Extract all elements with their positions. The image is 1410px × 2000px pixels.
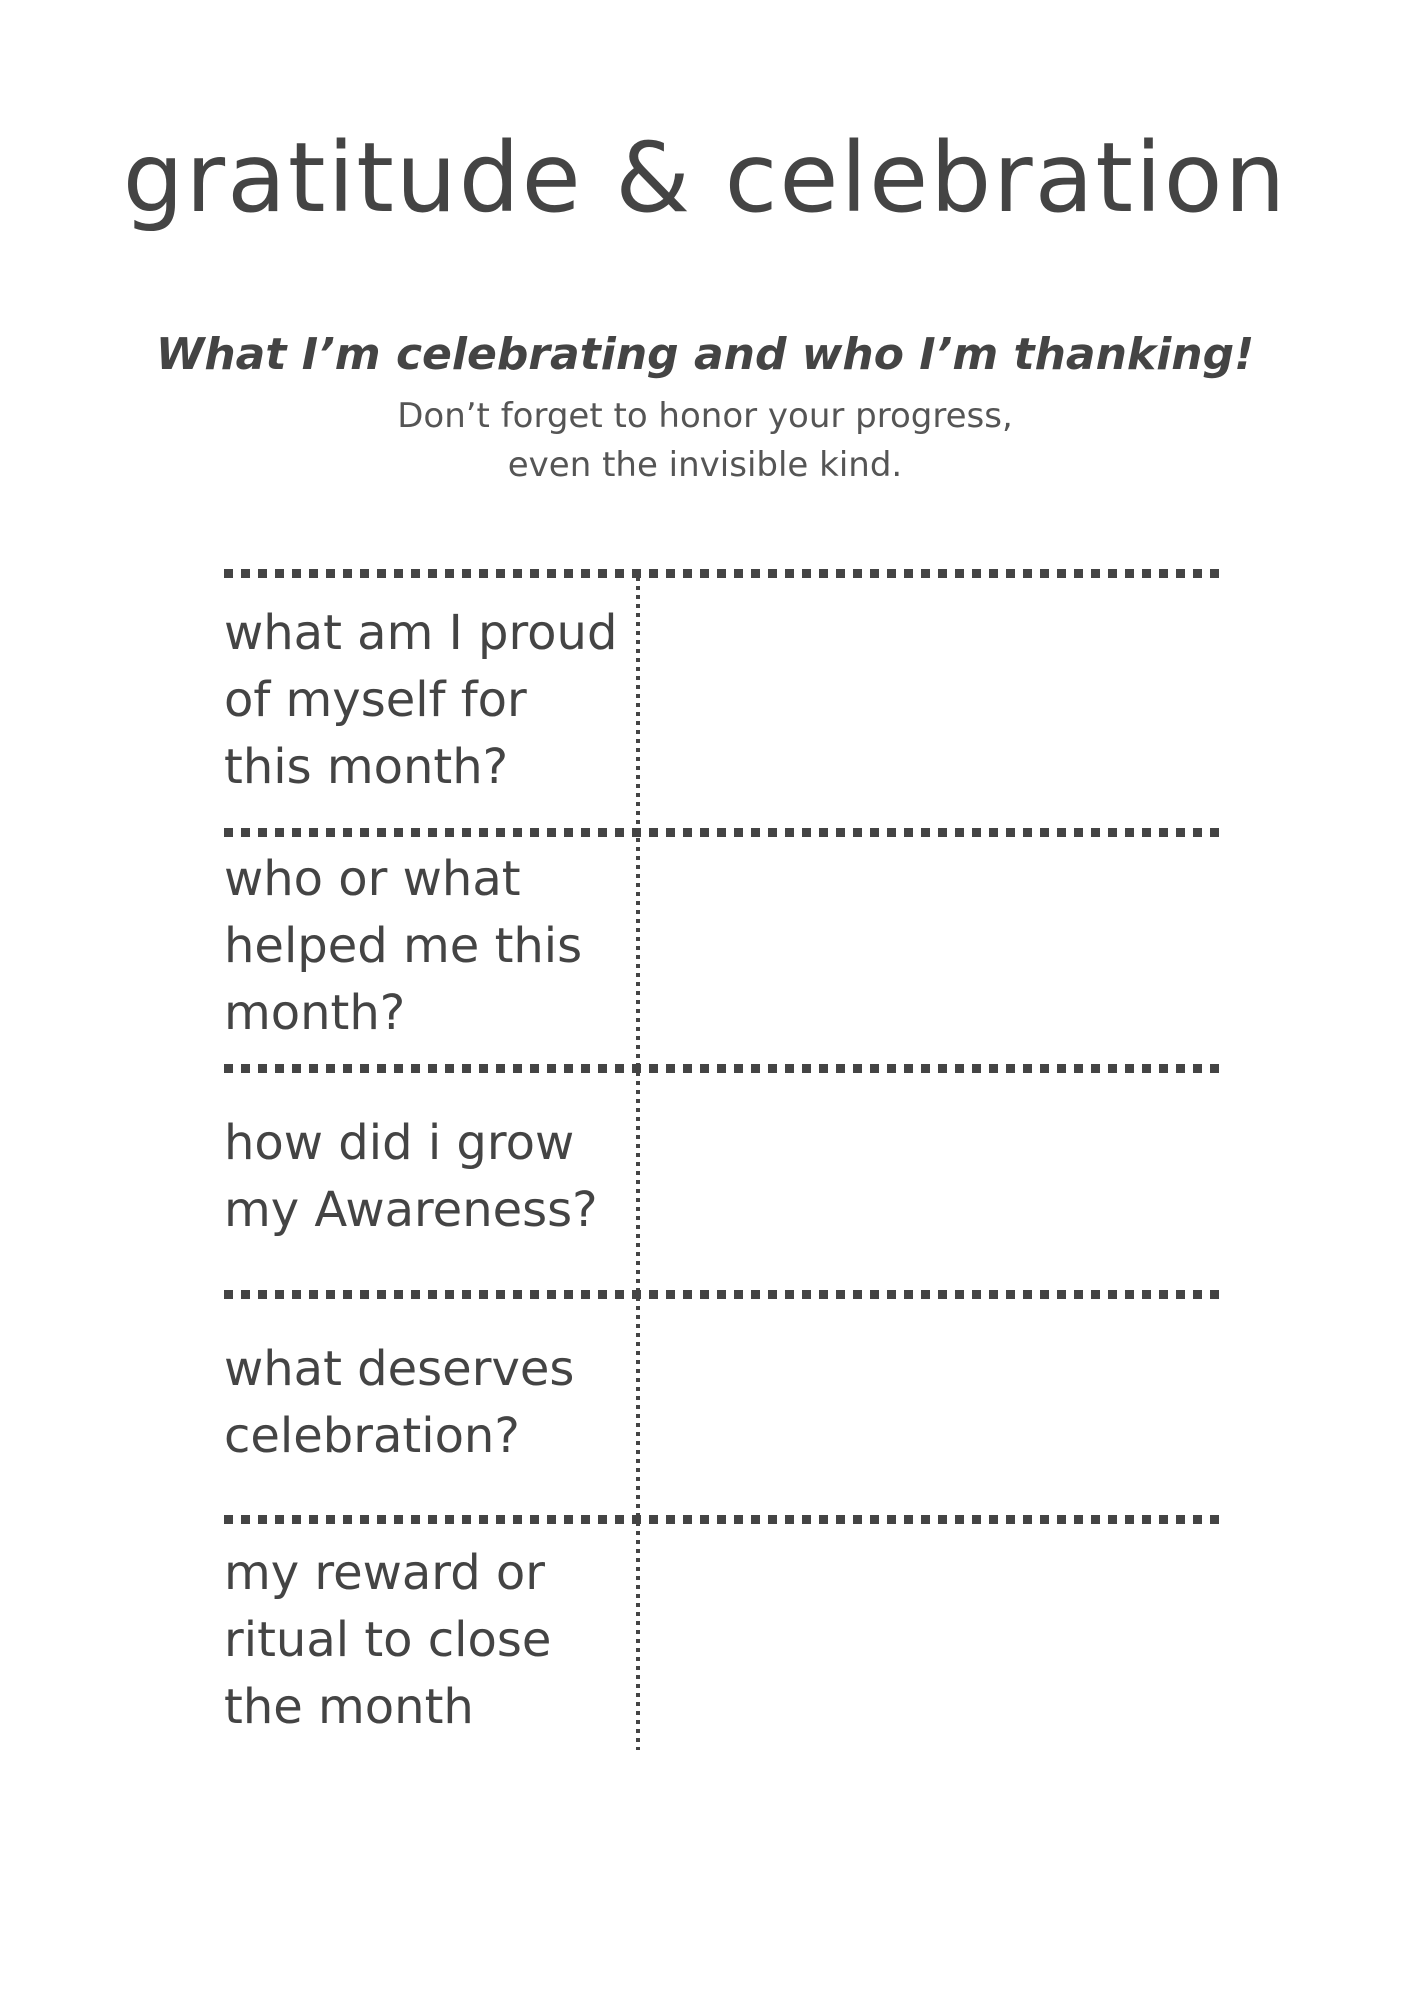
section-heading: What I’m celebrating and who I’m thanking! [155,329,1255,380]
row-divider [224,1515,1224,1524]
page-title: gratitude & celebration [122,122,1288,234]
row-divider [224,1290,1224,1299]
row-divider [224,1064,1224,1073]
answer-area-reward[interactable] [650,1532,1220,1750]
row-divider [224,828,1224,837]
prompt-label-awareness: how did i grow my Awareness? [224,1115,598,1238]
row-divider-top [224,569,1224,578]
prompt-label-helped: who or what helped me this month? [224,851,583,1041]
prompt-label-celebration: what deserves celebration? [224,1341,575,1464]
prompt-label-proud: what am I proud of myself for this month? [224,605,618,795]
answer-area-awareness[interactable] [650,1081,1220,1284]
answer-area-celebration[interactable] [650,1307,1220,1509]
prompt-label-reward: my reward or ritual to close the month [224,1545,552,1735]
subheading-line-2: even the invisible kind. [507,445,903,485]
answer-area-proud[interactable] [650,586,1220,822]
answer-area-helped[interactable] [650,845,1220,1058]
subheading-line-1: Don’t forget to honor your progress, [397,396,1013,436]
column-divider [636,577,640,1750]
